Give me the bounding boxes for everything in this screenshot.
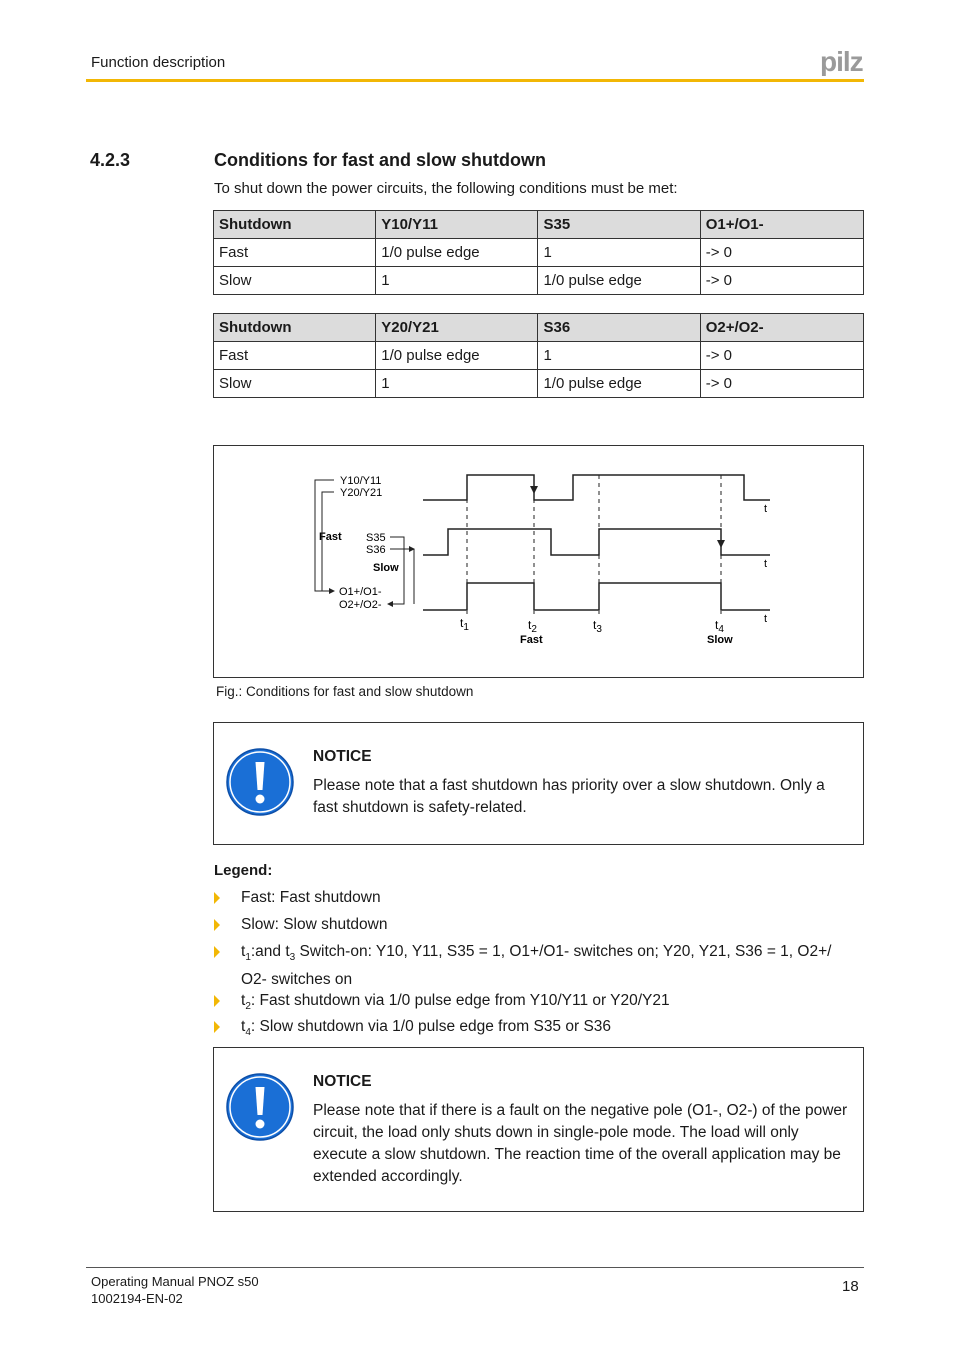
table-header-row — [214, 211, 864, 239]
shutdown-table-1 — [213, 210, 864, 295]
table-header-cell: Shutdown — [214, 314, 376, 342]
legend-item-text: $t_2$: Fast shutdown via 1/0 pulse edge from Y10/Y11 or Y20/Y21 — [241, 992, 670, 1013]
exclamation-icon — [226, 1073, 294, 1141]
footer-doc-info — [91, 1273, 259, 1307]
axis-t-label: t — [764, 503, 768, 515]
table-cell: 1 — [376, 370, 538, 398]
trace-o1-o2 — [423, 583, 770, 610]
notice-text: Please note that if there is a fault on the negative pole (O1-, O2-) of the power circuit, the load only shuts down in single-pole mode. The load will only execute a slow shutdown. The reaction time of the overall application may be extended accordingly. — [313, 1102, 848, 1185]
label-o2: O2+/O2- — [339, 599, 382, 611]
t2-caption: Fast — [520, 634, 543, 646]
section-number: 4.2.3 — [90, 150, 131, 170]
table-cell: 1/0 pulse edge — [538, 267, 700, 295]
brand-text: pilz — [820, 46, 863, 76]
table-cell: 1 — [538, 239, 700, 267]
label-s36: S36 — [366, 544, 386, 556]
legend-item-text: Slow: Slow shutdown — [241, 916, 388, 933]
timing-diagram — [213, 445, 864, 678]
footer-rule — [86, 1267, 864, 1268]
section-intro: To shut down the power circuits, the following conditions must be met: — [214, 180, 678, 197]
table-row — [214, 342, 864, 370]
t1-label: $t_1$ — [460, 616, 469, 633]
table-cell: Fast — [214, 342, 376, 370]
table-header-cell: Y10/Y11 — [376, 211, 538, 239]
pilz-logo — [820, 46, 864, 81]
bullet-arrow-icon — [214, 995, 220, 1007]
table-cell: 1 — [538, 342, 700, 370]
label-y20-y21: Y20/Y21 — [340, 487, 383, 499]
figure-caption: Fig.: Conditions for fast and slow shutdown — [216, 684, 474, 699]
notice-title: NOTICE — [313, 748, 372, 765]
table-row — [214, 267, 864, 295]
legend-item-text: $t_4$: Slow shutdown via 1/0 pulse edge from S35 or S36 — [241, 1018, 612, 1039]
table-cell: Fast — [214, 239, 376, 267]
t4-caption: Slow — [707, 634, 733, 646]
t3-label: $t_3$ — [593, 618, 602, 635]
table-header-cell: O1+/O1- — [700, 211, 863, 239]
table-cell: 1/0 pulse edge — [376, 342, 538, 370]
axis-t-label: t — [764, 558, 768, 570]
bullet-arrow-icon — [214, 919, 220, 931]
table-cell: Slow — [214, 267, 376, 295]
label-s35: S35 — [366, 532, 386, 544]
bullet-arrow-icon — [214, 892, 220, 904]
axis-t-label: t — [764, 613, 768, 625]
table-cell: 1/0 pulse edge — [376, 239, 538, 267]
table-header-cell: O2+/O2- — [700, 314, 863, 342]
table-cell: Slow — [214, 370, 376, 398]
legend-item-text: Fast: Fast shutdown — [241, 889, 381, 906]
table-cell: 1 — [376, 267, 538, 295]
label-slow: Slow — [373, 562, 399, 574]
table-header-cell: Y20/Y21 — [376, 314, 538, 342]
section-title: Conditions for fast and slow shutdown — [214, 150, 546, 170]
table-row — [214, 370, 864, 398]
table-cell: -> 0 — [700, 370, 863, 398]
label-y10-y11: Y10/Y11 — [340, 475, 382, 487]
connector-s35 — [390, 537, 404, 556]
edge-arrow-t4 — [717, 540, 725, 548]
label-fast: Fast — [319, 531, 342, 543]
legend-item-text: $t_1:and$ $t_3$ Switch-on: Y10, Y11, S35 = 1, O1+/O1- switches on; Y20, Y21, S36 = 1, O2+/ O2- switches on — [241, 943, 832, 989]
bullet-arrow-icon — [214, 946, 220, 958]
table-cell: 1/0 pulse edge — [538, 370, 700, 398]
table-header-row — [214, 314, 864, 342]
notice-title: NOTICE — [313, 1073, 372, 1090]
header-rule — [86, 79, 864, 82]
t4-label: $t_4$ — [715, 618, 724, 635]
trace-s35-s36 — [423, 529, 770, 555]
table-cell: -> 0 — [700, 267, 863, 295]
notice-text: Please note that a fast shutdown has priority over a slow shutdown. Only a fast shutdown is safety-related. — [313, 777, 825, 816]
edge-arrow-t2 — [530, 486, 538, 494]
shutdown-table-2 — [213, 313, 864, 398]
header-section-label: Function description — [91, 54, 226, 71]
exclamation-icon — [226, 748, 294, 816]
legend-title: Legend: — [214, 862, 273, 879]
table-row — [214, 239, 864, 267]
label-o1: O1+/O1- — [339, 586, 382, 598]
page-number: 18 — [842, 1278, 859, 1295]
table-cell: -> 0 — [700, 239, 863, 267]
table-header-cell: Shutdown — [214, 211, 376, 239]
table-header-cell: S35 — [538, 211, 700, 239]
footer-doc-number: 1002194-EN-02 — [91, 1291, 183, 1306]
t2-label: $t_2$ — [528, 618, 537, 635]
table-cell: -> 0 — [700, 342, 863, 370]
table-header-cell: S36 — [538, 314, 700, 342]
footer-manual-title: Operating Manual PNOZ s50 — [91, 1274, 259, 1289]
notice-box-1 — [213, 722, 864, 845]
bullet-arrow-icon — [214, 1021, 220, 1033]
trace-y10-y11 — [423, 475, 770, 500]
notice-box-2 — [213, 1047, 864, 1212]
